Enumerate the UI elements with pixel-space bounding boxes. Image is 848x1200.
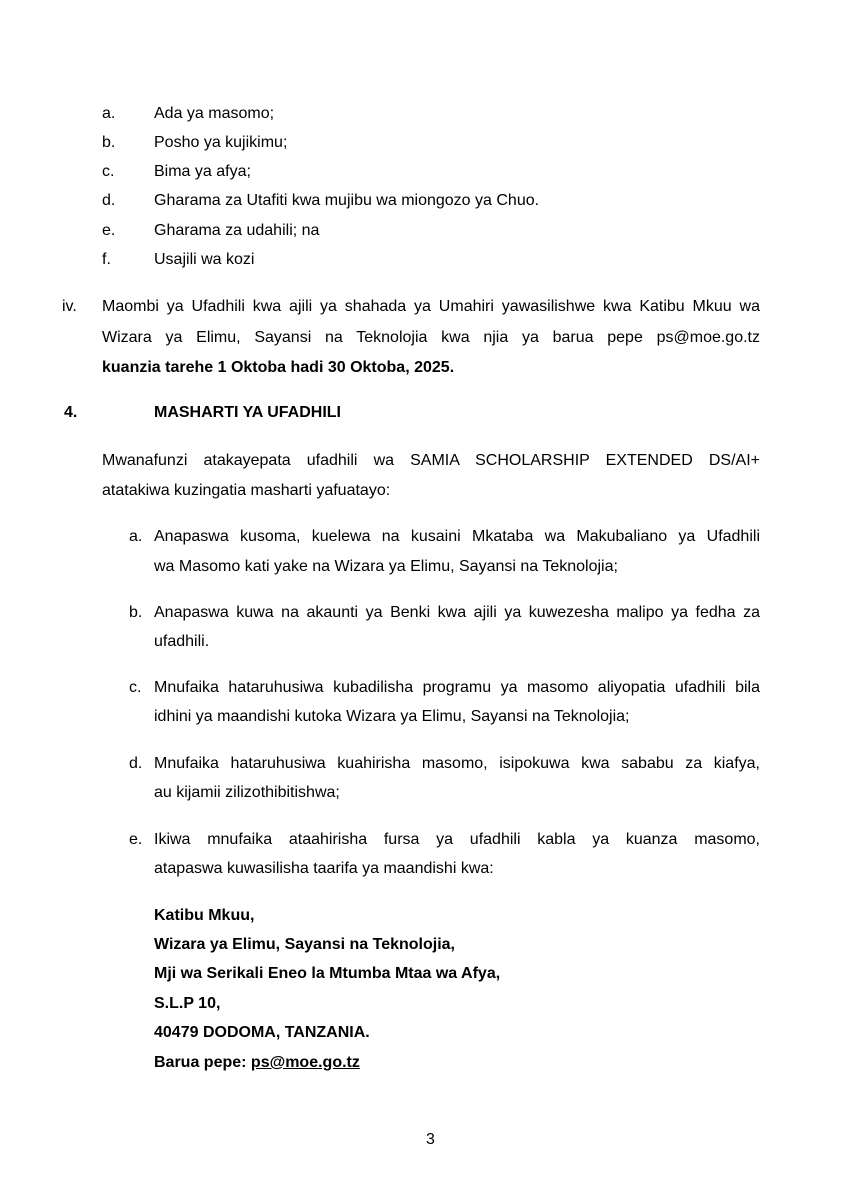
paragraph-line: Wizara ya Elimu, Sayansi na Teknolojia kwa njia ya barua pepe ps@moe.go.tz bbox=[102, 329, 760, 346]
list-marker: d. bbox=[102, 192, 116, 209]
condition-marker: d. bbox=[129, 755, 143, 772]
condition-marker: a. bbox=[129, 528, 143, 545]
condition-marker: c. bbox=[129, 679, 142, 696]
email-row bbox=[154, 1053, 360, 1073]
list-item: Ada ya masomo; bbox=[154, 105, 275, 122]
list-marker: c. bbox=[102, 163, 115, 180]
list-marker: e. bbox=[102, 222, 116, 239]
condition-line: Mnufaika hataruhusiwa kubadilisha programu ya masomo aliyopatia ufadhili bila bbox=[154, 679, 760, 696]
email-link[interactable]: ps@moe.go.tz bbox=[250, 1054, 360, 1071]
condition-line: Mnufaika hataruhusiwa kuahirisha masomo, isipokuwa kwa sababu za kiafya, bbox=[154, 755, 760, 772]
section-title: MASHARTI YA UFADHILI bbox=[154, 404, 341, 421]
address-line: Wizara ya Elimu, Sayansi na Teknolojia, bbox=[154, 936, 455, 953]
list-item: Posho ya kujikimu; bbox=[154, 134, 288, 151]
condition-line: Anapaswa kusoma, kuelewa na kusaini Mkataba wa Makubaliano ya Ufadhili bbox=[154, 528, 760, 545]
section-number: 4. bbox=[64, 404, 78, 421]
condition-line: atapaswa kuwasilisha taarifa ya maandishi kwa: bbox=[154, 860, 494, 877]
condition-line: Ikiwa mnufaika ataahirisha fursa ya ufadhili kabla ya kuanza masomo, bbox=[154, 831, 760, 848]
condition-line: au kijamii zilizothibitishwa; bbox=[154, 784, 340, 801]
list-item: Bima ya afya; bbox=[154, 163, 251, 180]
email-label: Barua pepe: bbox=[154, 1054, 247, 1071]
paragraph-line: atatakiwa kuzingatia masharti yafuatayo: bbox=[102, 482, 391, 499]
condition-line: wa Masomo kati yake na Wizara ya Elimu, Sayansi na Teknolojia; bbox=[154, 558, 618, 575]
list-marker: a. bbox=[102, 105, 116, 122]
list-item: Usajili wa kozi bbox=[154, 251, 255, 268]
paragraph-line: Mwanafunzi atakayepata ufadhili wa SAMIA SCHOLARSHIP EXTENDED DS/AI+ bbox=[102, 452, 760, 469]
list-marker: b. bbox=[102, 134, 116, 151]
paragraph-line: Maombi ya Ufadhili kwa ajili ya shahada ya Umahiri yawasilishwe kwa Katibu Mkuu wa bbox=[102, 298, 760, 315]
deadline-text: kuanzia tarehe 1 Oktoba hadi 30 Oktoba, 2025. bbox=[102, 359, 455, 376]
condition-line: idhini ya maandishi kutoka Wizara ya Elimu, Sayansi na Teknolojia; bbox=[154, 708, 630, 725]
condition-marker: b. bbox=[129, 604, 143, 621]
list-item: Gharama za Utafiti kwa mujibu wa miongozo ya Chuo. bbox=[154, 192, 540, 209]
condition-marker: e. bbox=[129, 831, 143, 848]
condition-line: Anapaswa kuwa na akaunti ya Benki kwa ajili ya kuwezesha malipo ya fedha za bbox=[154, 604, 760, 621]
condition-line: ufadhili. bbox=[154, 633, 210, 650]
address-line: 40479 DODOMA, TANZANIA. bbox=[154, 1024, 370, 1041]
page-number: 3 bbox=[426, 1131, 435, 1148]
list-marker: f. bbox=[102, 251, 111, 268]
address-line: S.L.P 10, bbox=[154, 995, 221, 1012]
list-marker: iv. bbox=[62, 298, 77, 315]
list-item: Gharama za udahili; na bbox=[154, 222, 320, 239]
address-line: Mji wa Serikali Eneo la Mtumba Mtaa wa Afya, bbox=[154, 965, 501, 982]
address-line: Katibu Mkuu, bbox=[154, 907, 255, 924]
